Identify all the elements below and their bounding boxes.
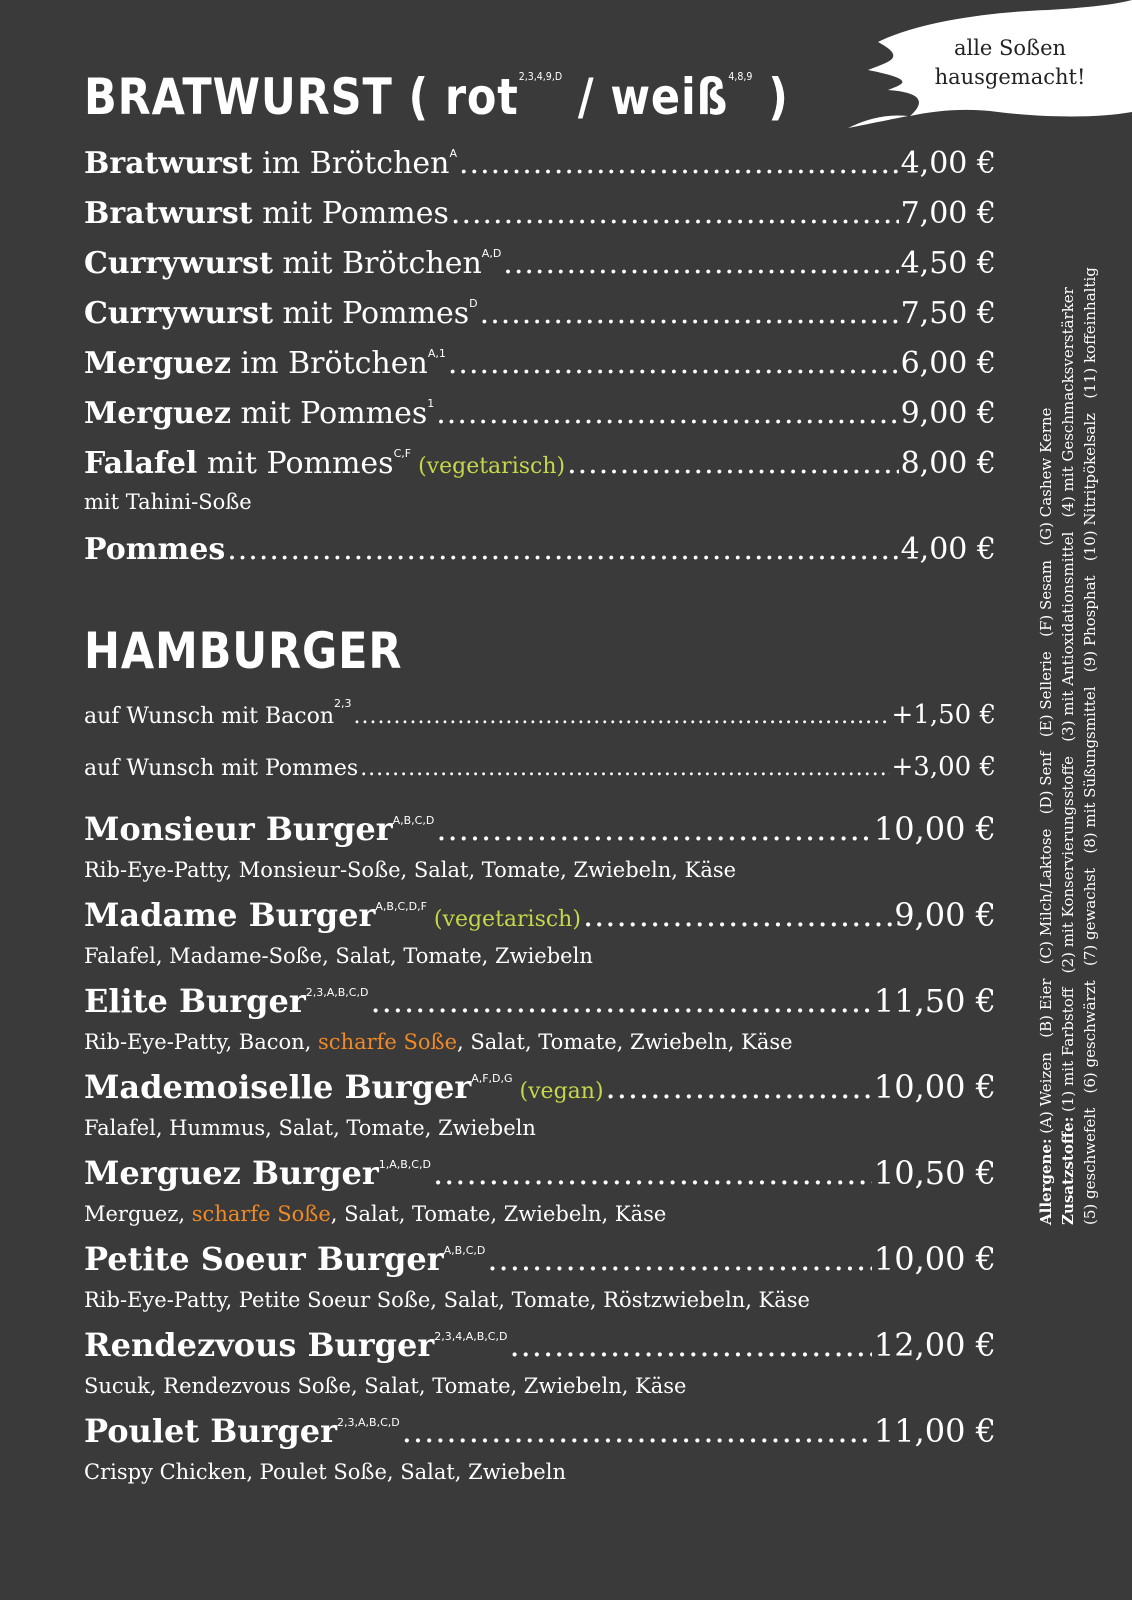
- banner-line-2: hausgemacht!: [934, 65, 1086, 89]
- title-sup-2: 4,8,9: [728, 70, 753, 83]
- menu-item: [84, 246, 996, 286]
- allergen-sup: A,B,C,D: [392, 814, 435, 827]
- burger-name: Madame Burger: [84, 896, 376, 934]
- item-name-bold: Bratwurst: [84, 146, 253, 181]
- burger-price: 10,50 €: [873, 1154, 996, 1192]
- allergen-sup: A,B,C,D: [443, 1244, 486, 1257]
- desc-text: Crispy Chicken, Poulet Soße, Salat, Zwiebeln: [84, 1460, 566, 1484]
- item-price: 6,00 €: [900, 346, 996, 381]
- item-price: 9,00 €: [900, 396, 996, 431]
- leader-dots: [448, 346, 899, 381]
- burger-description: [84, 1288, 1014, 1312]
- item-name-rest: mit Pommes: [252, 196, 449, 231]
- menu-item: [84, 296, 996, 336]
- burger-name: Poulet Burger: [84, 1412, 338, 1450]
- item-name-rest: mit Brötchen: [272, 246, 482, 281]
- spicy-sauce-text: scharfe Soße: [318, 1030, 458, 1054]
- desc-text: Rib-Eye-Patty, Bacon,: [84, 1030, 319, 1054]
- additives-text-2: (5) geschwefelt (6) geschwärzt (7) gewachst (8) mit Süßungsmittel (9) Phosphat (10) Nitritpökelsalz (11) koffeinhaltig: [1081, 267, 1099, 1225]
- burger-description: [84, 1460, 1014, 1484]
- extra-price: +1,50 €: [891, 700, 996, 730]
- desc-text: Merguez,: [84, 1202, 192, 1226]
- allergens-label: Allergene:: [1037, 1138, 1055, 1225]
- burger-price: 11,50 €: [873, 982, 996, 1020]
- allergen-sup: 2,3,4,A,B,C,D: [434, 1330, 508, 1343]
- leader-dots: [436, 810, 872, 848]
- item-name-bold: Pommes: [84, 532, 226, 567]
- allergen-sup: 1,A,B,C,D: [378, 1158, 431, 1171]
- leader-dots: [451, 196, 899, 231]
- item-name-rest: mit Pommes: [197, 446, 394, 481]
- burger-description: [84, 1202, 1014, 1226]
- extra-price: +3,00 €: [891, 752, 996, 782]
- burger-name: Petite Soeur Burger: [84, 1240, 444, 1278]
- burger-item: [84, 810, 996, 852]
- title-sup-1: 2,3,4,9,D: [518, 70, 563, 83]
- burger-price: 9,00 €: [894, 896, 996, 934]
- burger-item: [84, 896, 996, 938]
- leader-dots: [509, 1326, 871, 1364]
- extra-option: [84, 697, 996, 732]
- menu-item: [84, 346, 996, 386]
- leader-dots: [487, 1240, 872, 1278]
- allergen-sup: A,B,C,D,F: [375, 900, 427, 913]
- burger-description: [84, 858, 1014, 882]
- burger-name: Merguez Burger: [84, 1154, 379, 1192]
- item-price: 7,50 €: [900, 296, 996, 331]
- item-name-bold: Falafel: [84, 446, 198, 481]
- extra-label: auf Wunsch mit Pommes: [84, 756, 359, 781]
- burger-description: [84, 1374, 1014, 1398]
- item-price: 4,00 €: [900, 532, 996, 567]
- menu-item: [84, 446, 996, 486]
- menu-item: [84, 396, 996, 436]
- extra-label: auf Wunsch mit Bacon: [84, 704, 335, 729]
- item-price: 4,50 €: [900, 246, 996, 281]
- additives-line: [1057, 135, 1079, 1225]
- burger-name: Rendezvous Burger: [84, 1326, 435, 1364]
- allergen-sup: A: [449, 147, 458, 160]
- item-name-bold: Bratwurst: [84, 196, 253, 231]
- burger-name: Monsieur Burger: [84, 810, 393, 848]
- burger-name: Mademoiselle Burger: [84, 1068, 472, 1106]
- leader-dots: [354, 704, 890, 729]
- section-title-bratwurst: [84, 68, 789, 126]
- item-price: 8,00 €: [900, 446, 996, 481]
- leader-dots: [360, 756, 889, 781]
- leader-dots: [583, 896, 892, 934]
- section-title-hamburger: HAMBURGER: [84, 622, 403, 680]
- leader-dots: [480, 296, 899, 331]
- item-name-bold: Merguez: [84, 396, 232, 431]
- allergen-sup: 2,3,A,B,C,D: [337, 1416, 400, 1429]
- spicy-sauce-text: scharfe Soße: [191, 1202, 331, 1226]
- burger-price: 10,00 €: [873, 1068, 996, 1106]
- allergen-sup: 2,3: [334, 697, 352, 710]
- desc-text: , Salat, Tomate, Zwiebeln, Käse: [330, 1202, 667, 1226]
- desc-text: Rib-Eye-Patty, Monsieur-Soße, Salat, Tomate, Zwiebeln, Käse: [84, 858, 737, 882]
- title-part-3: ): [752, 68, 789, 126]
- item-name-rest: mit Pommes: [231, 396, 428, 431]
- leader-dots: [606, 1068, 872, 1106]
- desc-text: Falafel, Madame-Soße, Salat, Tomate, Zwiebeln: [84, 944, 593, 968]
- burger-item: [84, 1240, 996, 1282]
- item-price: 4,00 €: [900, 146, 996, 181]
- item-name-rest: im Brötchen: [252, 146, 450, 181]
- menu-item: [84, 196, 996, 236]
- burger-price: 12,00 €: [873, 1326, 996, 1364]
- title-part-2: / weiß: [562, 68, 729, 126]
- burger-item: [84, 1068, 996, 1110]
- item-price: 7,00 €: [900, 196, 996, 231]
- allergens-line: [1035, 135, 1057, 1225]
- item-name-bold: Currywurst: [84, 246, 273, 281]
- leader-dots: [567, 446, 898, 481]
- allergen-sup: 1: [427, 397, 435, 410]
- leader-dots: [370, 982, 871, 1020]
- desc-text: Rib-Eye-Patty, Petite Soeur Soße, Salat, Tomate, Röstzwiebeln, Käse: [84, 1288, 810, 1312]
- burger-item: [84, 982, 996, 1024]
- additives-label: Zusatzstoffe:: [1059, 1116, 1077, 1225]
- leader-dots: [459, 146, 899, 181]
- title-part-1: BRATWURST ( rot: [84, 68, 519, 126]
- item-description: mit Tahini-Soße: [84, 490, 252, 514]
- burger-description: [84, 1030, 1014, 1054]
- allergen-sup: A,D: [481, 247, 502, 260]
- vegetarian-tag: (vegetarisch): [411, 454, 566, 479]
- extra-option: [84, 752, 996, 784]
- leader-dots: [503, 246, 898, 281]
- allergen-sup: A,1: [427, 347, 446, 360]
- allergen-sup: A,F,D,G: [471, 1072, 513, 1085]
- vegetarian-tag: (vegetarisch): [426, 907, 581, 932]
- burger-item: [84, 1326, 996, 1368]
- leader-dots: [227, 532, 898, 567]
- allergens-text: (A) Weizen (B) Eier (C) Milch/Laktose (D) Senf (E) Sellerie (F) Sesam (G) Cashew Kerne: [1037, 407, 1055, 1134]
- burger-item: [84, 1412, 996, 1454]
- burger-price: 11,00 €: [873, 1412, 996, 1450]
- allergen-sup: D: [469, 297, 478, 310]
- desc-text: Falafel, Hummus, Salat, Tomate, Zwiebeln: [84, 1116, 536, 1140]
- menu-item: [84, 146, 996, 186]
- allergen-sup: C,F: [393, 447, 412, 460]
- item-name-rest: mit Pommes: [272, 296, 470, 331]
- leader-dots: [436, 396, 898, 431]
- item-name-bold: Merguez: [84, 346, 232, 381]
- additives-line-2: [1079, 135, 1101, 1225]
- burger-description: [84, 944, 1014, 968]
- leader-dots: [433, 1154, 872, 1192]
- additives-text: (1) mit Farbstoff (2) mit Konservierungsstoffe (3) mit Antioxidationsmittel (4) mit Geschmacksverstärker: [1059, 287, 1077, 1112]
- burger-price: 10,00 €: [873, 1240, 996, 1278]
- leader-dots: [402, 1412, 872, 1450]
- burger-item: [84, 1154, 996, 1196]
- desc-text: , Salat, Tomate, Zwiebeln, Käse: [457, 1030, 793, 1054]
- burger-name: Elite Burger: [84, 982, 306, 1020]
- banner-text: [910, 34, 1110, 92]
- desc-text: Sucuk, Rendezvous Soße, Salat, Tomate, Zwiebeln, Käse: [84, 1374, 687, 1398]
- banner-line-1: alle Soßen: [953, 36, 1067, 60]
- vegan-tag: (vegan): [512, 1079, 604, 1104]
- allergen-legend: [1035, 135, 1101, 1225]
- item-name-bold: Currywurst: [84, 296, 273, 331]
- allergen-sup: 2,3,A,B,C,D: [305, 986, 369, 999]
- burger-description: [84, 1116, 1014, 1140]
- item-name-rest: im Brötchen: [231, 346, 428, 381]
- burger-price: 10,00 €: [873, 810, 996, 848]
- menu-item: [84, 532, 996, 572]
